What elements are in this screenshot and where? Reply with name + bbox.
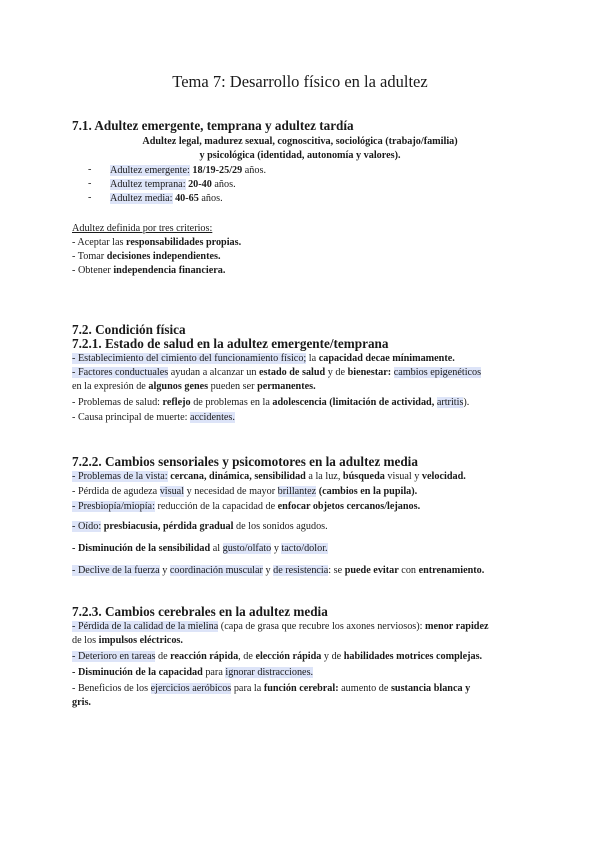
section-heading-7-2-2: 7.2.2. Cambios sensoriales y psicomotores en la adultez media xyxy=(72,454,418,469)
text-line: - Disminución de la capacidad para ignorar distracciones. xyxy=(72,667,314,678)
text-line: - Factores conductuales ayudan a alcanzar un estado de salud y de bienestar: cambios epigenéticos xyxy=(72,367,482,378)
text-line: - Disminución de la sensibilidad al gusto/olfato y tacto/dolor. xyxy=(72,543,328,554)
list-dash: - xyxy=(88,178,92,189)
text-line: - Problemas de la vista: cercana, dinámica, sensibilidad a la luz, búsqueda visual y velocidad. xyxy=(72,471,466,482)
page-title: Tema 7: Desarrollo físico en la adultez xyxy=(172,72,428,91)
list-item: Adultez temprana: 20-40 años. xyxy=(110,179,236,190)
section-heading-7-2: 7.2. Condición física xyxy=(72,322,186,337)
text-line: gris. xyxy=(72,697,91,708)
criteria-item: - Obtener independencia financiera. xyxy=(72,265,226,276)
text-line: - Beneficios de los ejercicios aeróbicos para la función cerebral: aumento de sustancia blanca y xyxy=(72,683,471,694)
section-heading-7-2-1: 7.2.1. Estado de salud en la adultez emergente/temprana xyxy=(72,336,389,351)
section-heading-7-1: 7.1. Adultez emergente, temprana y adultez tardía xyxy=(72,118,354,133)
text-line: - Pérdida de la calidad de la mielina (capa de grasa que recubre los axones nerviosos): menor rapidez xyxy=(72,621,489,632)
list-item: Adultez emergente: 18/19-25/29 años. xyxy=(110,165,267,176)
text-line: - Causa principal de muerte: accidentes. xyxy=(72,412,235,423)
text-line: - Establecimiento del cimiento del funcionamiento físico; la capacidad decae mínimamente. xyxy=(72,353,455,364)
text-line: - Pérdida de agudeza visual y necesidad de mayor brillantez (cambios en la pupila). xyxy=(72,486,418,497)
text-line: - Problemas de salud: reflejo de problemas en la adolescencia (limitación de actividad, artritis). xyxy=(72,397,470,408)
criteria-item: - Tomar decisiones independientes. xyxy=(72,251,221,262)
text-line: - Presbiopía/miopía: reducción de la capacidad de enfocar objetos cercanos/lejanos. xyxy=(72,501,421,512)
text-line: de los impulsos eléctricos. xyxy=(72,635,183,646)
definition-line-1: Adultez legal, madurez sexual, cognoscitiva, sociológica (trabajo/familia) xyxy=(142,136,458,147)
definition-line-2: y psicológica (identidad, autonomía y valores). xyxy=(199,150,401,161)
text-line: - Declive de la fuerza y coordinación muscular y de resistencia: se puede evitar con entrenamiento. xyxy=(72,565,485,576)
section-heading-7-2-3: 7.2.3. Cambios cerebrales en la adultez media xyxy=(72,604,328,619)
text-line: - Deterioro en tareas de reacción rápida, de elección rápida y de habilidades motrices complejas. xyxy=(72,651,483,662)
list-item: Adultez media: 40-65 años. xyxy=(110,193,223,204)
text-line: en la expresión de algunos genes pueden ser permanentes. xyxy=(72,381,316,392)
text-line: - Oído: presbiacusia, pérdida gradual de los sonidos agudos. xyxy=(72,521,328,532)
list-dash: - xyxy=(88,192,92,203)
criteria-item: - Aceptar las responsabilidades propias. xyxy=(72,237,242,248)
list-dash: - xyxy=(88,164,92,175)
criteria-title: Adultez definida por tres criterios: xyxy=(72,223,213,234)
